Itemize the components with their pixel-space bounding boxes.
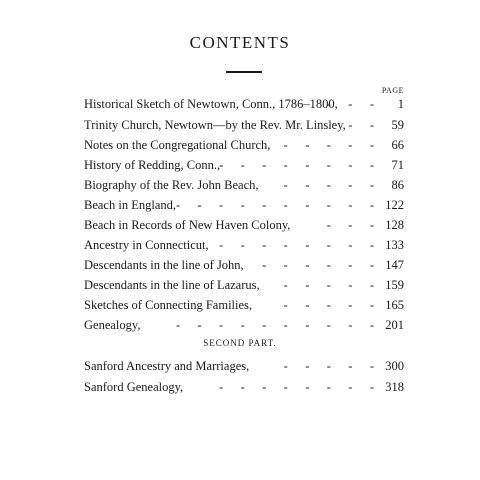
leader-dashes: - - - - - xyxy=(283,138,376,152)
toc-entry xyxy=(84,256,404,274)
toc-entry xyxy=(84,136,404,154)
leader-dashes: - - - - - xyxy=(283,278,376,292)
entry-label: Biography of the Rev. John Beach, xyxy=(84,178,259,192)
entry-label: Descendants in the line of John, xyxy=(84,258,244,272)
toc-entry xyxy=(84,116,404,134)
entry-page: 59 xyxy=(391,118,404,132)
page-column-label: PAGE xyxy=(381,86,404,95)
toc-entry xyxy=(84,95,404,113)
entry-page: 165 xyxy=(385,298,404,312)
entry-label: Genealogy, xyxy=(84,318,141,332)
entry-page: 128 xyxy=(385,218,404,232)
entry-label: Beach in England, xyxy=(84,198,176,212)
leader-dashes: - - - - - xyxy=(283,359,376,373)
entry-page: 71 xyxy=(391,158,404,172)
entry-page: 66 xyxy=(391,138,404,152)
toc-entry xyxy=(84,357,404,375)
entry-label: Trinity Church, Newtown—by the Rev. Mr. Linsley, xyxy=(84,118,346,132)
entry-label: History of Redding, Conn., xyxy=(84,158,221,172)
entry-page: 300 xyxy=(385,359,404,373)
page-title: CONTENTS xyxy=(189,33,291,52)
second-part-heading: SECOND PART. xyxy=(203,338,277,348)
toc-entry xyxy=(84,176,404,194)
toc-entry xyxy=(84,156,404,174)
entry-label: Sketches of Connecting Families, xyxy=(84,298,253,312)
entry-label: Descendants in the line of Lazarus, xyxy=(84,278,260,292)
entry-label: Sanford Ancestry and Marriages, xyxy=(84,359,250,373)
title-rule xyxy=(226,71,262,73)
entry-page: 159 xyxy=(385,278,404,292)
leader-dashes: - - - - - - - - xyxy=(219,238,376,252)
entry-page: 318 xyxy=(385,380,404,394)
entry-page: 147 xyxy=(385,258,404,272)
leader-dashes: - - - - - - - - - - xyxy=(175,318,376,332)
toc-entry xyxy=(84,196,404,214)
entry-page: 133 xyxy=(385,238,404,252)
entry-page: 122 xyxy=(385,198,404,212)
entry-page: 201 xyxy=(385,318,404,332)
leader-dashes: - - - - - xyxy=(283,178,376,192)
leader-dashes: - - - - - - xyxy=(262,258,376,272)
entry-label: Notes on the Congregational Church, xyxy=(84,138,271,152)
entry-label: Historical Sketch of Newtown, Conn., 1786–1800, xyxy=(84,97,338,111)
toc-entry xyxy=(84,216,404,234)
toc-entry xyxy=(84,378,404,396)
leader-dashes: - - - - - - - - - - xyxy=(175,198,376,212)
leader-dashes: - - - xyxy=(326,218,376,232)
toc-entry xyxy=(84,316,404,334)
leader-dashes: - - - - - - - - xyxy=(219,380,376,394)
leader-dashes: - - - - - xyxy=(283,298,376,312)
toc-entry xyxy=(84,296,404,314)
toc-entry xyxy=(84,236,404,254)
leader-dashes: - - - - - - - - xyxy=(219,158,376,172)
entry-label: Beach in Records of New Haven Colony, xyxy=(84,218,291,232)
toc-entry xyxy=(84,276,404,294)
entry-page: 1 xyxy=(397,97,404,111)
entry-page: 86 xyxy=(391,178,404,192)
entry-label: Sanford Genealogy, xyxy=(84,380,184,394)
leader-dashes: - - - xyxy=(326,97,376,111)
entry-label: Ancestry in Connecticut, xyxy=(84,238,209,252)
leader-dashes: - - xyxy=(348,118,376,132)
